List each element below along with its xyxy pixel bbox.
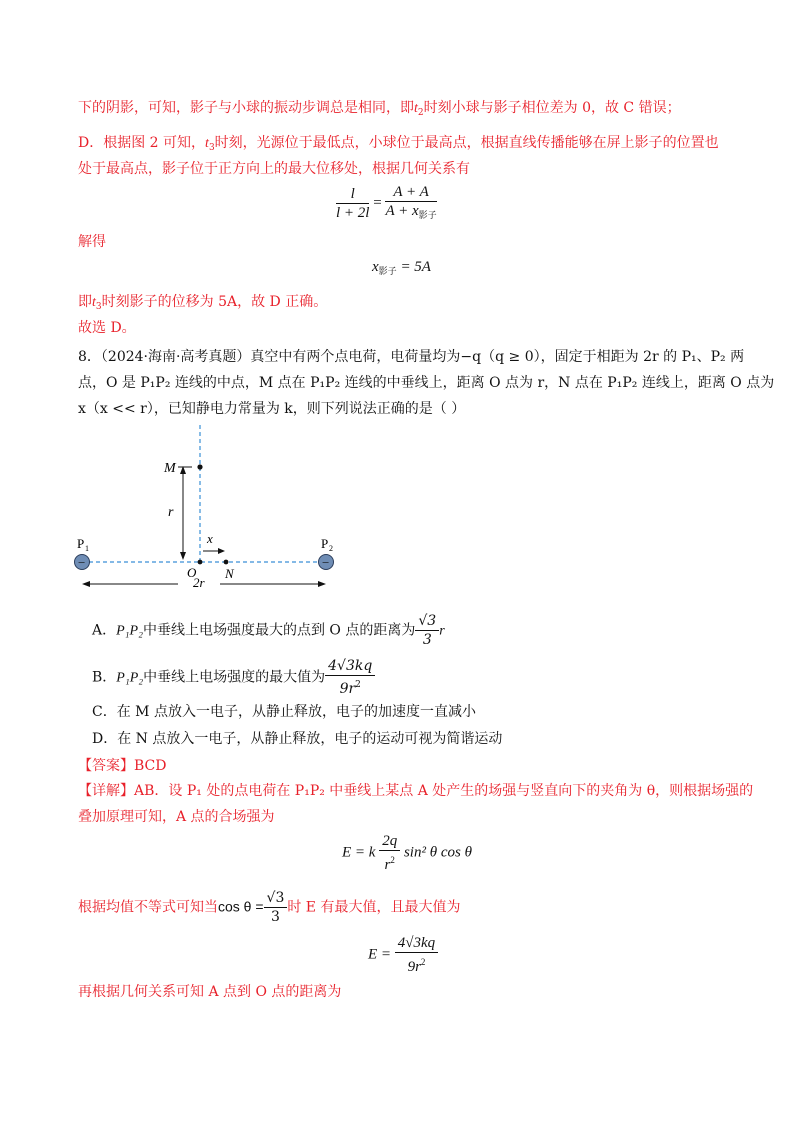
denominator: 3: [422, 632, 432, 648]
equation-field-strength: [342, 832, 472, 874]
denominator: [395, 953, 438, 976]
text: 根据均值不等式可知当: [78, 899, 218, 916]
sub: 3: [208, 143, 215, 153]
label-o: O: [187, 565, 197, 580]
numerator: l: [336, 185, 369, 204]
sub: 影子: [378, 266, 397, 276]
numerator: 2q: [379, 832, 400, 851]
answer-label: 【答案】: [78, 758, 134, 774]
question8-line3: x（x << r），已知静电力常量为 k，则下列说法正确的是（ ）: [78, 401, 466, 417]
text: 下的阴影，可知，影子与小球的振动步调总是相同，即: [78, 100, 414, 116]
detail-line2: 叠加原理可知，A 点的合场强为: [78, 809, 275, 825]
lhs: E = k: [342, 844, 376, 861]
point-o: [198, 560, 203, 565]
var-x: x: [372, 259, 379, 275]
detail-line4: 再根据几何关系可知 A 点到 O 点的距离为: [78, 984, 342, 1000]
label-x: x: [207, 531, 213, 546]
option-letter: A．: [92, 622, 117, 639]
text: 时 E 有最大值，且最大值为: [287, 899, 461, 916]
solution-line-c-conclusion: [78, 98, 681, 123]
charge-diagram: [70, 420, 350, 595]
text: 时刻，光源位于最低点，小球位于最高点，根据直线传播能够在屏上影子的位置也: [214, 135, 719, 151]
point-n: [224, 560, 229, 565]
segment-p1p2: P₁P₂: [116, 670, 144, 686]
2r-arrow-head-right: [318, 581, 326, 587]
sup: 2: [355, 680, 361, 690]
label-m: M: [164, 461, 176, 476]
den-text: A + x: [385, 203, 419, 219]
question8-line1: 8．（2024·海南·高考真题）真空中有两个点电荷，电荷量均为−q（q ≥ 0），固定于相距为 2r 的 P₁、P₂ 两: [78, 349, 745, 365]
option-b: [92, 657, 375, 698]
denominator: [325, 676, 375, 698]
option-c: C．在 M 点放入一电子，从静止释放，电子的加速度一直减小: [92, 704, 476, 720]
answer-line: [78, 756, 166, 776]
r-arrow-head-bottom: [180, 552, 186, 560]
var-r: r: [439, 623, 445, 639]
solution-final-choice: 故选 D。: [78, 320, 136, 336]
rhs: sin² θ cos θ: [403, 844, 472, 861]
denominator: [379, 851, 400, 874]
fraction: [395, 934, 438, 976]
label-n: N: [225, 566, 234, 581]
label-p2-sub: 2: [329, 544, 333, 553]
lhs: E =: [368, 946, 392, 963]
var-t: t: [92, 295, 96, 310]
label-p1: P: [77, 536, 85, 551]
x-arrow-head: [218, 548, 225, 554]
var-t: t: [414, 101, 418, 116]
var-t: t: [205, 136, 209, 151]
rhs: = 5A: [396, 259, 431, 275]
numerator: 4√3kq: [325, 657, 375, 676]
denominator: [385, 202, 436, 224]
den-text: r: [384, 857, 391, 873]
equals-sign: =: [373, 194, 386, 211]
sub: 影子: [418, 210, 437, 220]
numerator: √3: [415, 612, 439, 631]
fraction: [325, 657, 375, 698]
equation-ratio: [336, 183, 437, 224]
point-m: [197, 464, 202, 469]
charge-p2-sign: −: [322, 555, 330, 570]
cos-expr: cos θ =: [218, 898, 264, 915]
fraction: [264, 889, 288, 926]
option-text: 中垂线上电场强度的最大值为: [143, 669, 326, 686]
fraction-right: [385, 183, 436, 224]
label-p2: P: [321, 536, 329, 551]
2r-arrow-head-left: [82, 581, 90, 587]
numerator: √3: [264, 889, 288, 908]
label-r: r: [168, 505, 174, 520]
solution-conclusion: [78, 292, 327, 317]
sup: 2: [390, 855, 395, 865]
den-text: 9r: [407, 959, 421, 975]
text: 即: [78, 294, 92, 310]
detail-line3: [78, 889, 460, 926]
question8-line2: 点，O 是 P₁P₂ 连线的中点，M 点在 P₁P₂ 连线的中垂线上，距离 O 点为 r，N 点在 P₁P₂ 连线上，距离 O 点为: [78, 375, 775, 391]
sub: 3: [95, 302, 102, 312]
detail-text: AB．设 P₁ 处的点电荷在 P₁P₂ 中垂线上某点 A 处产生的场强与竖直向下的夹角为 θ，则根据场强的: [134, 783, 754, 799]
answer-value: BCD: [134, 758, 167, 774]
text: D．根据图 2 可知，: [78, 135, 206, 151]
option-a: [92, 612, 445, 649]
text: 时刻影子的位移为 5A，故 D 正确。: [101, 294, 328, 310]
fraction: [415, 612, 439, 649]
option-letter: B．: [92, 669, 117, 686]
solution-line-d-1: [78, 133, 719, 158]
numerator: A + A: [385, 183, 436, 202]
option-d: D．在 N 点放入一电子，从静止释放，电子的运动可视为简谐运动: [92, 731, 503, 747]
solution-line-d-2: 处于最高点，影子位于正方向上的最大位移处，根据几何关系有: [78, 161, 470, 177]
segment-p1p2: P₁P₂: [116, 623, 143, 639]
text: 时刻小球与影子相位差为 0，故 C 错误；: [423, 100, 681, 116]
sup: 2: [420, 957, 426, 967]
equation-shadow-displacement: [372, 259, 431, 277]
detail-label: 【详解】: [78, 783, 134, 799]
label-p1-sub: 1: [85, 544, 89, 553]
fraction-left: [336, 185, 369, 222]
denominator: 3: [270, 909, 280, 925]
numerator: 4√3kq: [395, 934, 438, 953]
charge-p1-sign: −: [78, 555, 86, 570]
solution-jiede: 解得: [78, 234, 106, 250]
detail-line1: [78, 781, 753, 801]
option-text: 中垂线上电场强度最大的点到 O 点的距离为: [142, 622, 416, 639]
sub: 2: [417, 108, 424, 118]
equation-max-field: [368, 934, 438, 976]
fraction: [379, 832, 400, 874]
denominator: l + 2l: [336, 205, 370, 221]
label-2r: 2r: [193, 575, 205, 590]
den-text: 9r: [339, 681, 356, 697]
